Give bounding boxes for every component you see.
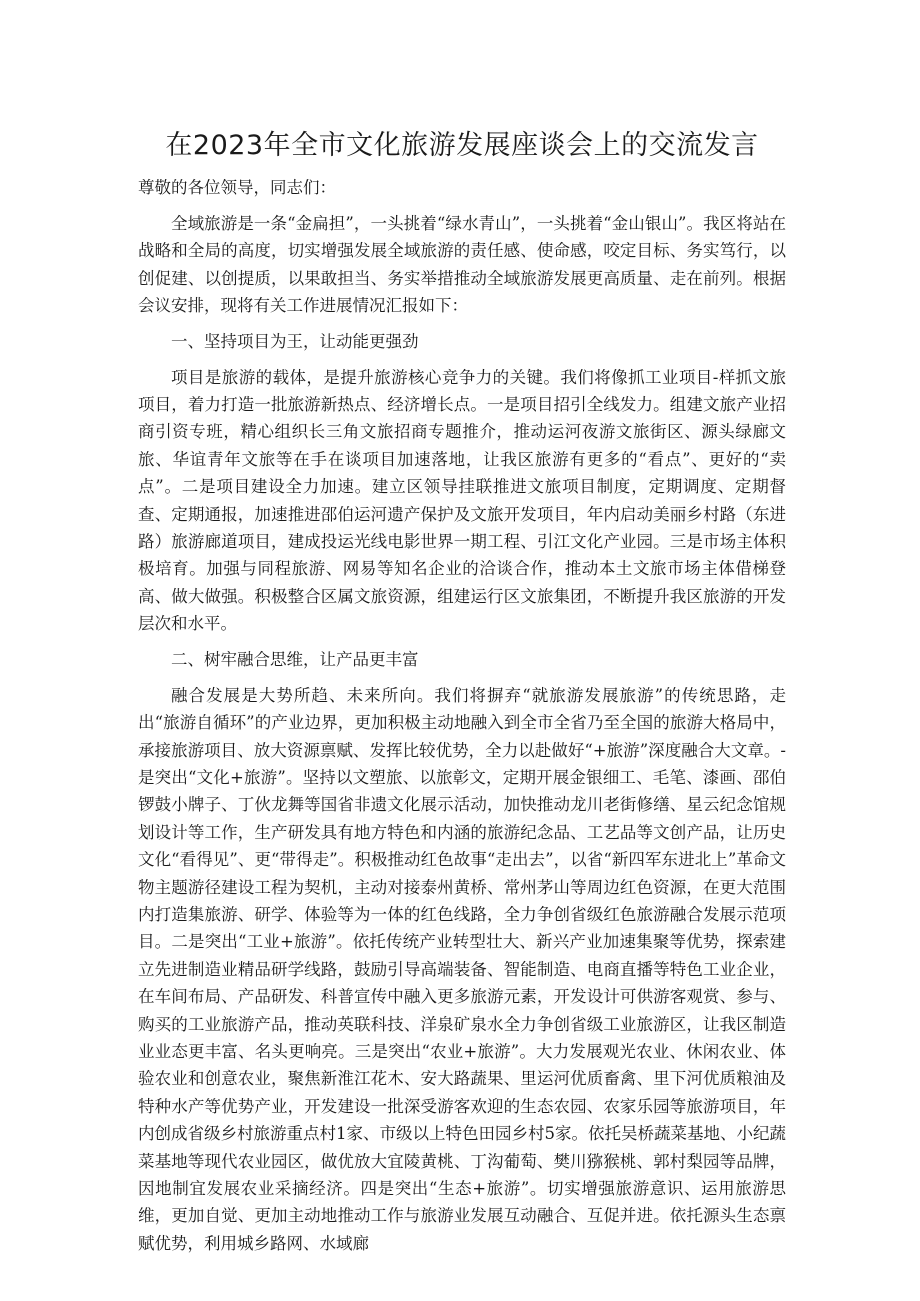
- intro-paragraph: 全域旅游是一条“金扁担”，一头挑着“绿水青山”，一头挑着“金山银山”。我区将站在战略和全局的高度，切实增强发展全域旅游的责任感、使命感，咬定目标、务实笃行，以创促建、以创提质，以果敢担当、务实举措推动全域旅游发展更高质量、走在前列。根据会议安排，现将有关工作进展情况汇报如下：: [138, 214, 786, 316]
- section-1-paragraph: 项目是旅游的载体，是提升旅游核心竞争力的关键。我们将像抓工业项目-样抓文旅项目，着力打造一批旅游新热点、经济增长点。一是项目招引全线发力。组建文旅产业招商引资专班，精心组织长三角文旅招商专题推介，推动运河夜游文旅街区、源头绿廊文旅、华谊青年文旅等在手在谈项目加速落地，让我区旅游有更多的“看点”、更好的“卖点”。二是项目建设全力加速。建立区领导挂联推进文旅项目制度，定期调度、定期督查、定期通报，加速推进邵伯运河遗产保护及文旅开发项目，年内启动美丽乡村路（东进路）旅游廊道项目，建成投运光线电影世界一期工程、引江文化产业园。三是市场主体积极培育。加强与同程旅游、网易等知名企业的洽谈合作，推动本土文旅市场主体借梯登高、做大做强。积极整合区属文旅资源，组建运行区文旅集团，不断提升我区旅游的开发层次和水平。: [138, 367, 786, 634]
- section-2-heading: 二、树牢融合思维，让产品更丰富: [171, 649, 419, 669]
- salutation: 尊敬的各位领导，同志们：: [138, 178, 336, 197]
- document-title: 在2023年全市文化旅游发展座谈会上的交流发言: [165, 130, 759, 161]
- document-page: [138, 124, 786, 1265]
- section-2-paragraph: 融合发展是大势所趋、未来所向。我们将摒弃“就旅游发展旅游”的传统思路，走出“旅游自循环”的产业边界，更加积极主动地融入到全市全省乃至全国的旅游大格局中，承接旅游项目、放大资源禀赋、发挥比较优势，全力以赴做好“+旅游”深度融合大文章。-是突出“文化+旅游”。坚持以文塑旅、以旅彰文，定期开展金银细工、毛笔、漆画、邵伯锣鼓小牌子、丁伙龙舞等国省非遗文化展示活动，加快推动龙川老街修缮、星云纪念馆规划设计等工作，生产研发具有地方特色和内涵的旅游纪念品、工艺品等文创产品，让历史文化“看得见”、更“带得走”。积极推动红色故事“走出去”，以省“新四军东进北上”革命文物主题游径建设工程为契机，主动对接泰州黄桥、常州茅山等周边红色资源，在更大范围内打造集旅游、研学、体验等为一体的红色线路，全力争创省级红色旅游融合发展示范项目。二是突出“工业+旅游”。依托传统产业转型壮大、新兴产业加速集聚等优势，探索建立先进制造业精品研学线路，鼓励引导高端装备、智能制造、电商直播等特色工业企业，在车间布局、产品研发、科普宣传中融入更多旅游元素，开发设计可供游客观赏、参与、购买的工业旅游产品，推动英联科技、洋泉矿泉水全力争创省级工业旅游区，让我区制造业业态更丰富、名头更响亮。三是突出“农业+旅游”。大力发展观光农业、休闲农业、体验农业和创意农业，聚焦新淮江花木、安大路蔬果、里运河优质畜禽、里下河优质粮油及特种水产等优势产业，开发建设一批深受游客欢迎的生态农园、农家乐园等旅游项目，年内创成省级乡村旅游重点村1家、市级以上特色田园乡村5家。依托吴桥蔬菜基地、小纪蔬菜基地等现代农业园区，做优放大宜陵黄桃、丁沟葡萄、樊川猕猴桃、郭村梨园等品牌，因地制宜发展农业采摘经济。四是突出“生态+旅游”。切实增强旅游意识、运用旅游思维，更加自觉、更加主动地推动工作与旅游业发展互动融合、互促并进。依托源头生态禀赋优势，利用城乡路网、水域廊: [138, 685, 786, 1253]
- section-1-heading: 一、坚持项目为王，让动能更强劲: [171, 331, 419, 351]
